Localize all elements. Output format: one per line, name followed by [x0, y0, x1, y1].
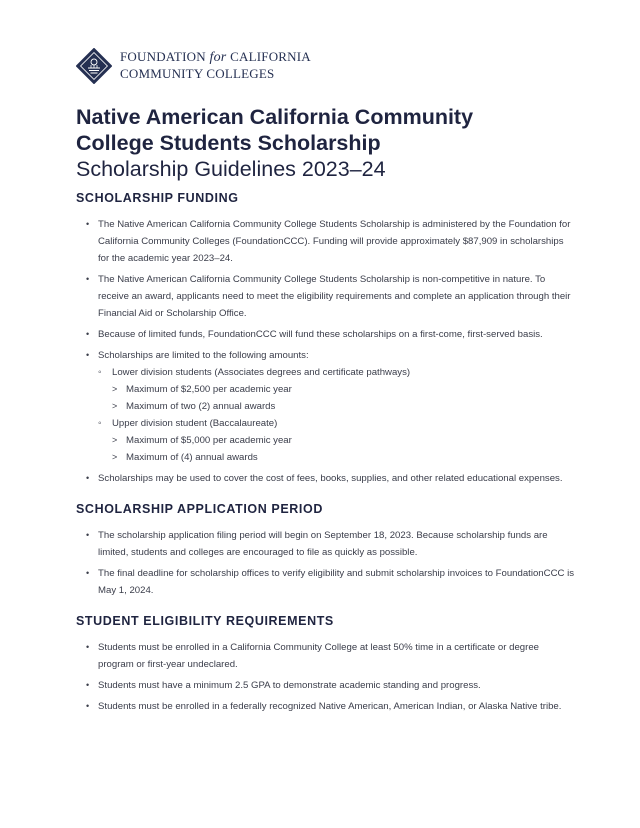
sub-list-item-text: ◦ Lower division students (Associates degrees and certificate pathways): [112, 367, 411, 378]
detail-item: > Maximum of $2,500 per academic year: [112, 381, 576, 398]
bullet-list: [76, 527, 576, 599]
section-application-period: [76, 501, 576, 599]
bullet-list: [76, 639, 576, 715]
list-item: [76, 347, 576, 466]
detail-item: > Maximum of two (2) annual awards: [112, 398, 576, 415]
list-item: [76, 639, 576, 673]
title-subtitle: Scholarship Guidelines 2023–24: [76, 157, 386, 181]
list-item: [76, 271, 576, 322]
sub-list-item-text: ◦ Upper division student (Baccalaureate): [112, 418, 278, 429]
logo-line-2: [120, 66, 311, 83]
foundation-logo: [76, 48, 311, 84]
list-item-text: • Scholarships may be used to cover the cost of fees, books, supplies, and other related educational expenses.: [98, 473, 563, 484]
list-item-text: • Students must have a minimum 2.5 GPA to demonstrate academic standing and progress.: [98, 680, 481, 691]
list-item-text: • Students must be enrolled in a federally recognized Native American, American Indian, or Alaska Native tribe.: [98, 701, 562, 712]
list-item: [76, 216, 576, 267]
section-heading: SCHOLARSHIP FUNDING: [76, 191, 239, 205]
list-item: [76, 565, 576, 599]
list-item: [76, 677, 576, 694]
section-heading: SCHOLARSHIP APPLICATION PERIOD: [76, 502, 323, 516]
title-line-1: Native American California Community: [76, 105, 474, 129]
logo-word-community-colleges: COMMUNITY COLLEGES: [120, 66, 275, 81]
logo-word-for: for: [209, 50, 227, 65]
logo-word-foundation: FOUNDATION: [120, 49, 206, 64]
section-eligibility-requirements: [76, 613, 576, 715]
document-body: [76, 190, 576, 729]
foundation-seal-icon: [76, 48, 112, 84]
list-item-text: • The Native American California Community College Students Scholarship is administered by the Foundation for California Community Colleges (FoundationCCC). Funding will provide approximately $87,909 in scholarships for the academic year 2023–24.: [98, 219, 571, 264]
amounts-list: [98, 364, 576, 466]
list-item: [76, 470, 576, 487]
list-item-text: • The final deadline for scholarship offices to verify eligibility and submit scholarship invoices to FoundationCCC is May 1, 2024.: [98, 568, 575, 596]
amounts-detail-list: [112, 381, 576, 415]
sub-list-item: [98, 415, 576, 466]
section-scholarship-funding: [76, 190, 576, 487]
logo-line-1: [120, 49, 311, 66]
sub-list-item: [98, 364, 576, 415]
title-line-2: College Students Scholarship: [76, 131, 381, 155]
list-item: [76, 698, 576, 715]
list-item-text: • Students must be enrolled in a California Community College at least 50% time in a certificate or degree program or first-year undeclared.: [98, 642, 540, 670]
document-title: [76, 104, 596, 182]
bullet-list: [76, 216, 576, 487]
section-heading: STUDENT ELIGIBILITY REQUIREMENTS: [76, 614, 334, 628]
list-item: [76, 326, 576, 343]
list-item-text: • Scholarships are limited to the following amounts:: [98, 350, 309, 361]
detail-item: > Maximum of (4) annual awards: [112, 449, 576, 466]
amounts-detail-list: [112, 432, 576, 466]
logo-word-california: CALIFORNIA: [230, 49, 311, 64]
list-item: [76, 527, 576, 561]
list-item-text: • Because of limited funds, FoundationCCC will fund these scholarships on a first-come, first-served basis.: [98, 329, 543, 340]
list-item-text: • The scholarship application filing period will begin on September 18, 2023. Because scholarship funds are limited, students and colleges are encouraged to file as quickly as possible.: [98, 530, 548, 558]
list-item-text: • The Native American California Community College Students Scholarship is non-competitive in nature. To receive an award, applicants need to meet the eligibility requirements and complete an application through their Financial Aid or Scholarship Office.: [98, 274, 571, 319]
detail-item: > Maximum of $5,000 per academic year: [112, 432, 576, 449]
